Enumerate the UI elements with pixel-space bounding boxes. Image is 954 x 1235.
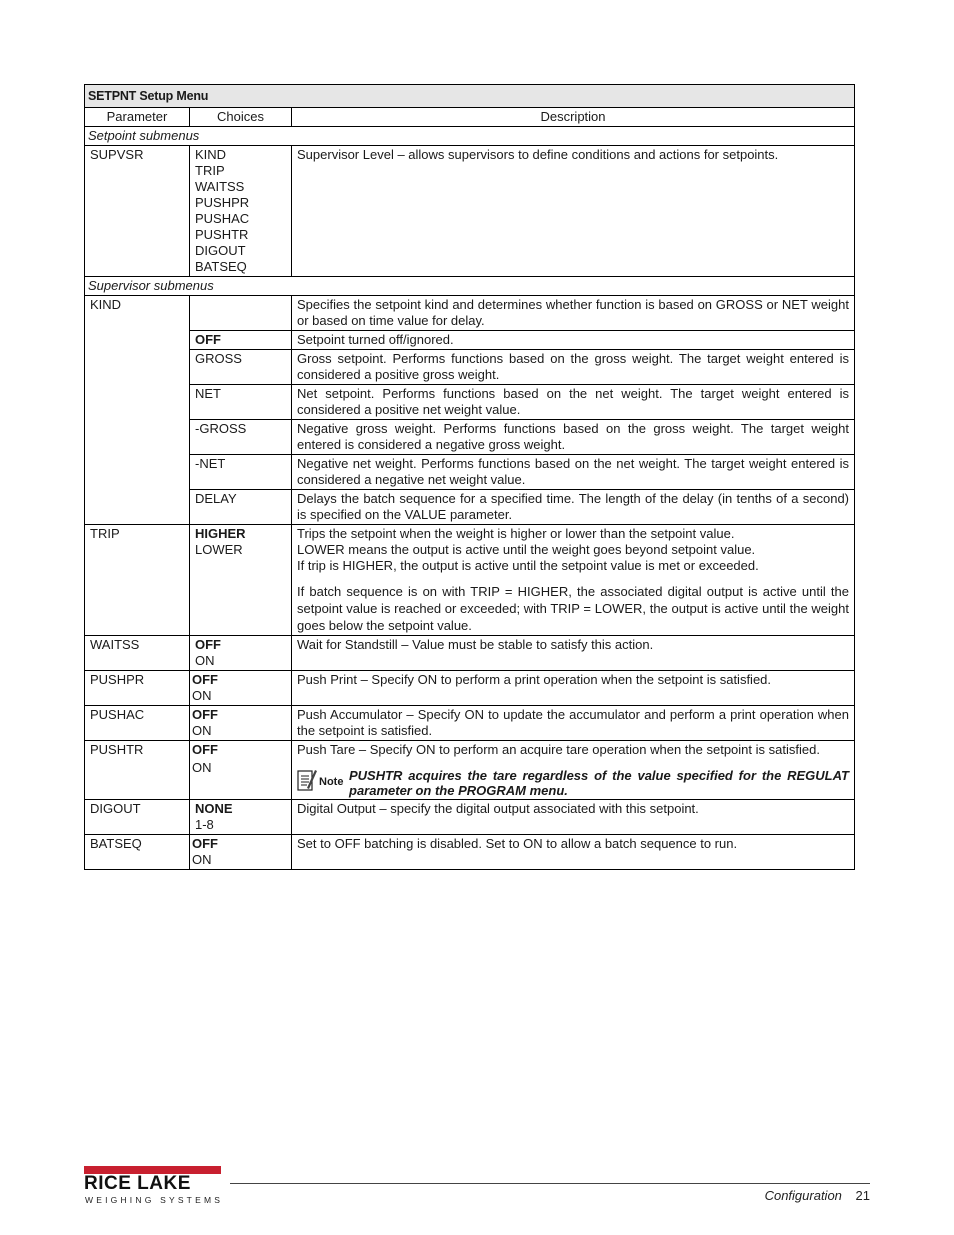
desc-line: LOWER means the output is active until the weight goes beyond setpoint value. [297,542,756,557]
choice-item: -NET [195,456,226,471]
param-batseq: BATSEQ [85,835,190,870]
table-row-kind [85,296,855,331]
table-row-kind-neg-net [85,455,855,490]
choice-item: PUSHTR [195,227,249,242]
choice-kind-net [190,385,292,420]
param-digout: DIGOUT [85,800,190,835]
choice-item: ON [192,688,212,703]
page-number: 21 [855,1188,870,1203]
desc-kind-off: Setpoint turned off/ignored. [292,331,855,350]
note-callout [297,768,849,798]
desc-waitss: Wait for Standstill – Value must be stable to satisfy this action. [292,636,855,671]
choice-default: OFF [192,836,218,851]
choice-default: NONE [195,801,233,816]
desc-kind-delay: Delays the batch sequence for a specified time. The length of the delay (in tenths of a second) is specified on the VALUE parameter. [292,490,855,525]
choices-trip [190,525,292,636]
note-label: Note [319,776,344,788]
choice-item: BATSEQ [195,259,247,274]
param-pushpr: PUSHPR [85,671,190,706]
desc-pushpr: Push Print – Specify ON to perform a print operation when the setpoint is satisfied. [292,671,855,706]
choice-item: KIND [195,147,227,162]
choices-pushpr [190,671,292,706]
param-trip: TRIP [85,525,190,636]
section-row-setpoint [85,127,855,146]
note-text: PUSHTR acquires the tare regardless of the value specified for the REGULAT parameter on the PROGRAM menu. [349,768,849,798]
choice-item: NET [195,386,221,401]
choice-item: ON [195,653,215,668]
choice-item: PUSHPR [195,195,250,210]
param-kind: KIND [85,296,190,525]
desc-line: If trip is HIGHER, the output is active until the setpoint value is met or exceeded. [297,558,759,573]
section-setpoint-submenus: Setpoint submenus [85,127,855,146]
section-row-supervisor [85,277,855,296]
table-row-trip [85,525,855,636]
desc-paragraph: If batch sequence is on with TRIP = HIGHER, the associated digital output is active until the setpoint value is reached or exceeded; with TRIP = LOWER, the output is active until the weight goes below the setpoint value. [297,584,849,633]
choices-kind-empty [190,296,292,331]
choices-pushac [190,706,292,741]
desc-line: Trips the setpoint when the weight is higher or lower than the setpoint value. [297,526,735,541]
choice-item: ON [192,852,212,867]
desc-batseq: Set to OFF batching is disabled. Set to ON to allow a batch sequence to run. [292,835,855,870]
desc-kind-neg-gross: Negative gross weight. Performs functions based on the gross weight. The target weight entered is considered a negative gross weight. [292,420,855,455]
choice-item: 1-8 [195,817,214,832]
footer-section-name: Configuration [764,1188,842,1203]
table-title-row [85,85,855,108]
choices-waitss [190,636,292,671]
table-title: SETPNT Setup Menu [85,85,855,108]
table-row-kind-neg-gross [85,420,855,455]
footer-rule [230,1183,870,1184]
choice-item: ON [192,760,212,775]
desc-supvsr: Supervisor Level – allows supervisors to define conditions and actions for setpoints. [292,146,855,277]
param-pushtr: PUSHTR [85,741,190,800]
choice-default: HIGHER [195,526,246,541]
table-row-pushpr [85,671,855,706]
choices-batseq [190,835,292,870]
table-row-digout [85,800,855,835]
choice-kind-off [190,331,292,350]
header-description: Description [292,108,855,127]
section-supervisor-submenus: Supervisor submenus [85,277,855,296]
table-header-row [85,108,855,127]
desc-trip [292,525,855,636]
choice-item: PUSHAC [195,211,250,226]
desc-line: Push Tare – Specify ON to perform an acquire tare operation when the setpoint is satisfied. [297,742,820,757]
table-row-kind-off [85,331,855,350]
table-row-kind-gross [85,350,855,385]
setpnt-setup-menu-table [84,84,855,870]
table-row-waitss [85,636,855,671]
param-pushac: PUSHAC [85,706,190,741]
rice-lake-logo [84,1166,224,1206]
desc-kind-net: Net setpoint. Performs functions based on the net weight. The target weight entered is considered a positive net weight value. [292,385,855,420]
choice-default: OFF [192,707,218,722]
choice-item: LOWER [195,542,243,557]
header-parameter: Parameter [85,108,190,127]
choice-item: TRIP [195,163,225,178]
choice-item: ON [192,723,212,738]
desc-pushac: Push Accumulator – Specify ON to update the accumulator and perform a print operation when the setpoint is satisfied. [292,706,855,741]
note-icon [297,768,349,794]
table-row-pushac [85,706,855,741]
desc-kind: Specifies the setpoint kind and determines whether function is based on GROSS or NET weight or based on time value for delay. [292,296,855,331]
choice-item: WAITSS [195,179,245,194]
table-row-batseq [85,835,855,870]
choice-kind-delay [190,490,292,525]
desc-kind-neg-net: Negative net weight. Performs functions based on the net weight. The target weight entered is considered a negative net weight value. [292,455,855,490]
logo-wordmark: RICE LAKE [84,1173,191,1194]
param-waitss: WAITSS [85,636,190,671]
choice-default: OFF [192,742,218,757]
desc-pushtr [292,741,855,800]
table-row-supvsr [85,146,855,277]
param-supvsr: SUPVSR [85,146,190,277]
choices-pushtr [190,741,292,800]
table-row-pushtr [85,741,855,800]
choice-item: DIGOUT [195,243,246,258]
choice-kind-gross [190,350,292,385]
desc-digout: Digital Output – specify the digital output associated with this setpoint. [292,800,855,835]
choice-item: GROSS [195,351,242,366]
choice-kind-neg-gross [190,420,292,455]
desc-kind-gross: Gross setpoint. Performs functions based on the gross weight. The target weight entered is considered a positive gross weight. [292,350,855,385]
choice-default: OFF [192,672,218,687]
table-row-kind-net [85,385,855,420]
header-choices: Choices [190,108,292,127]
page-footer [765,1188,870,1203]
choices-supvsr [190,146,292,277]
table-row-kind-delay [85,490,855,525]
choices-digout [190,800,292,835]
choice-item: -GROSS [195,421,247,436]
paragraph-gap [297,574,849,583]
choice-default: OFF [195,637,221,652]
choice-default: OFF [195,332,221,347]
choice-item: DELAY [195,491,237,506]
logo-tagline: WEIGHING SYSTEMS [85,1195,224,1205]
choice-kind-neg-net [190,455,292,490]
